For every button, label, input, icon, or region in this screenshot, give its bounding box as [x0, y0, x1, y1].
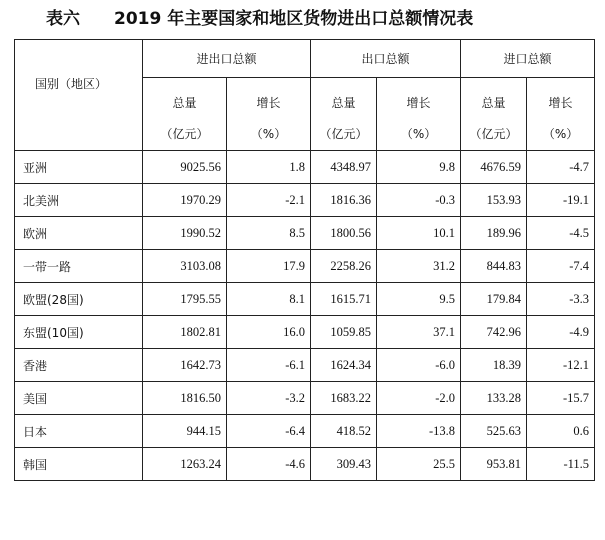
region-cell: 美国	[15, 382, 143, 415]
sub-header-growth: 增长 （%）	[527, 78, 595, 151]
total-amount-cell: 944.15	[143, 415, 227, 448]
region-header: 国别（地区）	[15, 40, 143, 151]
import-growth-cell: -3.3	[527, 283, 595, 316]
table-row	[15, 283, 595, 316]
sub-header-growth: 增长 （%）	[377, 78, 461, 151]
region-cell: 亚洲	[15, 151, 143, 184]
region-cell: 香港	[15, 349, 143, 382]
export-growth-cell: -0.3	[377, 184, 461, 217]
import-amount-cell: 189.96	[461, 217, 527, 250]
total-amount-cell: 1816.50	[143, 382, 227, 415]
total-growth-cell: -3.2	[227, 382, 311, 415]
export-amount-cell: 309.43	[311, 448, 377, 481]
export-growth-cell: 31.2	[377, 250, 461, 283]
group-header-total: 进出口总额	[143, 40, 311, 78]
table-row	[15, 349, 595, 382]
total-amount-cell: 1642.73	[143, 349, 227, 382]
export-amount-cell: 1683.22	[311, 382, 377, 415]
import-growth-cell: -15.7	[527, 382, 595, 415]
import-amount-cell: 153.93	[461, 184, 527, 217]
export-amount-cell: 1615.71	[311, 283, 377, 316]
total-amount-cell: 1970.29	[143, 184, 227, 217]
region-cell: 欧洲	[15, 217, 143, 250]
total-amount-cell: 3103.08	[143, 250, 227, 283]
header-group-row	[15, 40, 595, 78]
group-header-import: 进口总额	[461, 40, 595, 78]
total-growth-cell: 8.5	[227, 217, 311, 250]
region-cell: 欧盟(28国)	[15, 283, 143, 316]
import-amount-cell: 179.84	[461, 283, 527, 316]
region-cell: 北美洲	[15, 184, 143, 217]
export-growth-cell: -6.0	[377, 349, 461, 382]
import-amount-cell: 4676.59	[461, 151, 527, 184]
total-growth-cell: 8.1	[227, 283, 311, 316]
export-amount-cell: 1624.34	[311, 349, 377, 382]
group-header-export: 出口总额	[311, 40, 461, 78]
table-row	[15, 448, 595, 481]
region-cell: 东盟(10国)	[15, 316, 143, 349]
export-amount-cell: 1059.85	[311, 316, 377, 349]
export-amount-cell: 4348.97	[311, 151, 377, 184]
import-growth-cell: -7.4	[527, 250, 595, 283]
export-growth-cell: -2.0	[377, 382, 461, 415]
trade-table	[14, 39, 595, 481]
table-row	[15, 250, 595, 283]
import-amount-cell: 953.81	[461, 448, 527, 481]
total-growth-cell: -6.1	[227, 349, 311, 382]
export-growth-cell: 9.5	[377, 283, 461, 316]
sub-header-amount: 总量 （亿元）	[143, 78, 227, 151]
import-growth-cell: -4.5	[527, 217, 595, 250]
sub-header-growth: 增长 （%）	[227, 78, 311, 151]
total-amount-cell: 1795.55	[143, 283, 227, 316]
title-main: 2019 年主要国家和地区货物进出口总额情况表	[114, 9, 474, 29]
table-row	[15, 415, 595, 448]
export-growth-cell: 25.5	[377, 448, 461, 481]
export-amount-cell: 1816.36	[311, 184, 377, 217]
table-row	[15, 316, 595, 349]
import-growth-cell: -11.5	[527, 448, 595, 481]
table-body	[15, 151, 595, 481]
page-title	[0, 5, 605, 33]
table-row	[15, 184, 595, 217]
total-growth-cell: -2.1	[227, 184, 311, 217]
import-amount-cell: 844.83	[461, 250, 527, 283]
import-amount-cell: 742.96	[461, 316, 527, 349]
export-amount-cell: 1800.56	[311, 217, 377, 250]
total-growth-cell: 17.9	[227, 250, 311, 283]
sub-header-amount: 总量 （亿元）	[461, 78, 527, 151]
export-growth-cell: 37.1	[377, 316, 461, 349]
table-row	[15, 382, 595, 415]
title-prefix: 表六	[46, 9, 80, 29]
total-growth-cell: 16.0	[227, 316, 311, 349]
table-row	[15, 151, 595, 184]
import-growth-cell: 0.6	[527, 415, 595, 448]
import-amount-cell: 133.28	[461, 382, 527, 415]
sub-header-amount: 总量 （亿元）	[311, 78, 377, 151]
import-amount-cell: 525.63	[461, 415, 527, 448]
total-amount-cell: 1802.81	[143, 316, 227, 349]
region-cell: 日本	[15, 415, 143, 448]
export-amount-cell: 418.52	[311, 415, 377, 448]
total-growth-cell: -6.4	[227, 415, 311, 448]
import-amount-cell: 18.39	[461, 349, 527, 382]
total-growth-cell: -4.6	[227, 448, 311, 481]
import-growth-cell: -4.9	[527, 316, 595, 349]
table-row	[15, 217, 595, 250]
total-amount-cell: 9025.56	[143, 151, 227, 184]
total-amount-cell: 1990.52	[143, 217, 227, 250]
region-cell: 韩国	[15, 448, 143, 481]
export-growth-cell: 10.1	[377, 217, 461, 250]
total-growth-cell: 1.8	[227, 151, 311, 184]
export-growth-cell: -13.8	[377, 415, 461, 448]
import-growth-cell: -19.1	[527, 184, 595, 217]
export-growth-cell: 9.8	[377, 151, 461, 184]
region-cell: 一带一路	[15, 250, 143, 283]
import-growth-cell: -4.7	[527, 151, 595, 184]
total-amount-cell: 1263.24	[143, 448, 227, 481]
export-amount-cell: 2258.26	[311, 250, 377, 283]
import-growth-cell: -12.1	[527, 349, 595, 382]
